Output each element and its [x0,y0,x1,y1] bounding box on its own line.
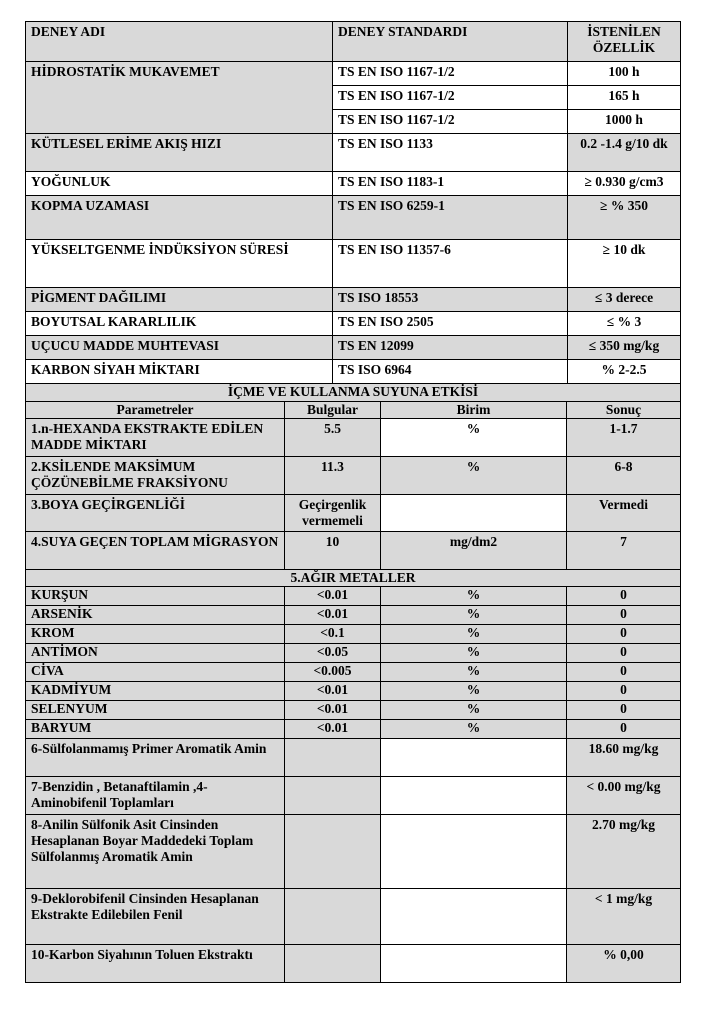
elongation-name: KOPMA UZAMASI [26,196,333,240]
density-spec: ≥ 0.930 g/cm3 [568,172,681,196]
cell-result: 1-1.7 [567,419,681,457]
mfr-name: KÜTLESEL ERİME AKIŞ HIZI [26,134,333,172]
cell-unit: % [381,587,567,606]
cell-findings: Geçirgenlik vermemeli [285,495,381,532]
cell-findings: 5.5 [285,419,381,457]
mfr-spec: 0.2 -1.4 g/10 dk [568,134,681,172]
cell-unit [381,495,567,532]
table-row [26,663,681,682]
cell-param: KURŞUN [26,587,285,606]
header-test-name: DENEY ADI [26,22,333,62]
table-row [26,682,681,701]
pigment-spec: ≤ 3 derece [568,288,681,312]
amine-rows [26,739,681,983]
table-row [26,720,681,739]
hydro-spec-3: 1000 h [568,110,681,134]
header-spec-line2: ÖZELLİK [592,40,656,55]
cell-param: KADMİYUM [26,682,285,701]
hydro-standard-3: TS EN ISO 1167-1/2 [333,110,568,134]
table-row [26,62,681,86]
cell-param: 3.BOYA GEÇİRGENLİĞİ [26,495,285,532]
volatile-name: UÇUCU MADDE MUHTEVASI [26,336,333,360]
oit-standard: TS EN ISO 11357-6 [333,240,568,288]
cell-param: 1.n-HEXANDA EKSTRAKTE EDİLEN MADDE MİKTARI [26,419,285,457]
table-row [26,532,681,570]
cell-result: 0 [567,587,681,606]
cell-unit: % [381,701,567,720]
metals-rows [26,587,681,739]
oit-name: YÜKSELTGENME İNDÜKSİYON SÜRESİ [26,240,333,288]
cell-result: 2.70 mg/kg [567,815,681,889]
cell-result: Vermedi [567,495,681,532]
cell-unit: % [381,720,567,739]
table-row [26,360,681,384]
table-row [26,336,681,360]
header-result: Sonuç [567,402,681,419]
cell-param: BARYUM [26,720,285,739]
table1-header-row [26,22,681,62]
hydro-spec-1: 100 h [568,62,681,86]
cell-unit [381,777,567,815]
water-effect-table [25,383,681,983]
table-row [26,419,681,457]
cell-findings [285,889,381,945]
cell-unit [381,945,567,983]
cell-unit: % [381,419,567,457]
cell-findings: 10 [285,532,381,570]
table-row [26,457,681,495]
cell-result: 18.60 mg/kg [567,739,681,777]
cell-result: % 0,00 [567,945,681,983]
cell-result: 7 [567,532,681,570]
density-name: YOĞUNLUK [26,172,333,196]
cell-param: ARSENİK [26,606,285,625]
hydro-standard-2: TS EN ISO 1167-1/2 [333,86,568,110]
cell-result: 0 [567,663,681,682]
table-row [26,606,681,625]
cell-result: 0 [567,682,681,701]
pigment-standard: TS ISO 18553 [333,288,568,312]
volatile-standard: TS EN 12099 [333,336,568,360]
cell-unit [381,739,567,777]
pigment-name: PİGMENT DAĞILIMI [26,288,333,312]
table-row [26,134,681,172]
document-page [25,21,680,983]
cell-findings: <0.01 [285,701,381,720]
cell-unit: mg/dm2 [381,532,567,570]
table-row [26,777,681,815]
cell-findings [285,777,381,815]
elongation-spec: ≥ % 350 [568,196,681,240]
dim-spec: ≤ % 3 [568,312,681,336]
carbon-spec: % 2-2.5 [568,360,681,384]
cell-findings: <0.1 [285,625,381,644]
cell-findings: <0.005 [285,663,381,682]
cell-findings: 11.3 [285,457,381,495]
table-row [26,815,681,889]
cell-result: 0 [567,720,681,739]
table-row [26,945,681,983]
cell-unit: % [381,663,567,682]
cell-findings: <0.01 [285,682,381,701]
cell-param: ANTİMON [26,644,285,663]
cell-param: 6-Sülfolanmamış Primer Aromatik Amin [26,739,285,777]
cell-result: 0 [567,644,681,663]
table-row [26,495,681,532]
hydro-spec-2: 165 h [568,86,681,110]
hydro-standard-1: TS EN ISO 1167-1/2 [333,62,568,86]
cell-findings: <0.01 [285,587,381,606]
cell-findings: <0.01 [285,720,381,739]
table-row [26,644,681,663]
oit-spec: ≥ 10 dk [568,240,681,288]
cell-result: < 1 mg/kg [567,889,681,945]
cell-findings: <0.01 [285,606,381,625]
test-standards-table [25,21,681,384]
cell-param: 8-Anilin Sülfonik Asit Cinsinden Hesaplanan Boyar Maddedeki Toplam Sülfolanmış Aromatik Amin [26,815,285,889]
table-row [26,172,681,196]
cell-findings: <0.05 [285,644,381,663]
header-parameters: Parametreler [26,402,285,419]
cell-unit: % [381,682,567,701]
cell-result: 0 [567,606,681,625]
mfr-standard: TS EN ISO 1133 [333,134,568,172]
table-row [26,288,681,312]
table-row [26,587,681,606]
volatile-spec: ≤ 350 mg/kg [568,336,681,360]
cell-param: KROM [26,625,285,644]
carbon-standard: TS ISO 6964 [333,360,568,384]
cell-param: CİVA [26,663,285,682]
cell-result: 0 [567,701,681,720]
table-row [26,240,681,288]
density-standard: TS EN ISO 1183-1 [333,172,568,196]
metals-title: 5.AĞIR METALLER [26,570,681,587]
table-row [26,196,681,240]
cell-param: 7-Benzidin , Betanaftilamin ,4-Aminobifenil Toplamları [26,777,285,815]
carbon-name: KARBON SİYAH MİKTARI [26,360,333,384]
table-row [26,312,681,336]
header-spec-line1: İSTENİLEN [587,24,661,39]
cell-unit: % [381,625,567,644]
table-row [26,889,681,945]
hydro-name: HİDROSTATİK MUKAVEMET [26,62,333,134]
dim-standard: TS EN ISO 2505 [333,312,568,336]
table-row [26,625,681,644]
table2-header-row [26,402,681,419]
cell-unit [381,815,567,889]
cell-unit: % [381,644,567,663]
cell-result: 0 [567,625,681,644]
header-test-standard: DENEY STANDARDI [333,22,568,62]
cell-param: 4.SUYA GEÇEN TOPLAM MİGRASYON [26,532,285,570]
table2-title-row [26,384,681,402]
cell-unit: % [381,606,567,625]
table-row [26,701,681,720]
dim-name: BOYUTSAL KARARLILIK [26,312,333,336]
header-unit: Birim [381,402,567,419]
cell-findings [285,815,381,889]
cell-param: 10-Karbon Siyahının Toluen Ekstraktı [26,945,285,983]
cell-param: 2.KSİLENDE MAKSİMUM ÇÖZÜNEBİLME FRAKSİYONU [26,457,285,495]
cell-findings [285,739,381,777]
cell-findings [285,945,381,983]
metals-title-row [26,570,681,587]
header-required-spec [568,22,681,62]
header-findings: Bulgular [285,402,381,419]
cell-result: 6-8 [567,457,681,495]
table-row [26,739,681,777]
section-title: İÇME VE KULLANMA SUYUNA ETKİSİ [26,384,681,402]
cell-unit [381,889,567,945]
elongation-standard: TS EN ISO 6259-1 [333,196,568,240]
cell-param: 9-Deklorobifenil Cinsinden Hesaplanan Ekstrakte Edilebilen Fenil [26,889,285,945]
cell-param: SELENYUM [26,701,285,720]
cell-result: < 0.00 mg/kg [567,777,681,815]
cell-unit: % [381,457,567,495]
water-param-rows [26,419,681,570]
